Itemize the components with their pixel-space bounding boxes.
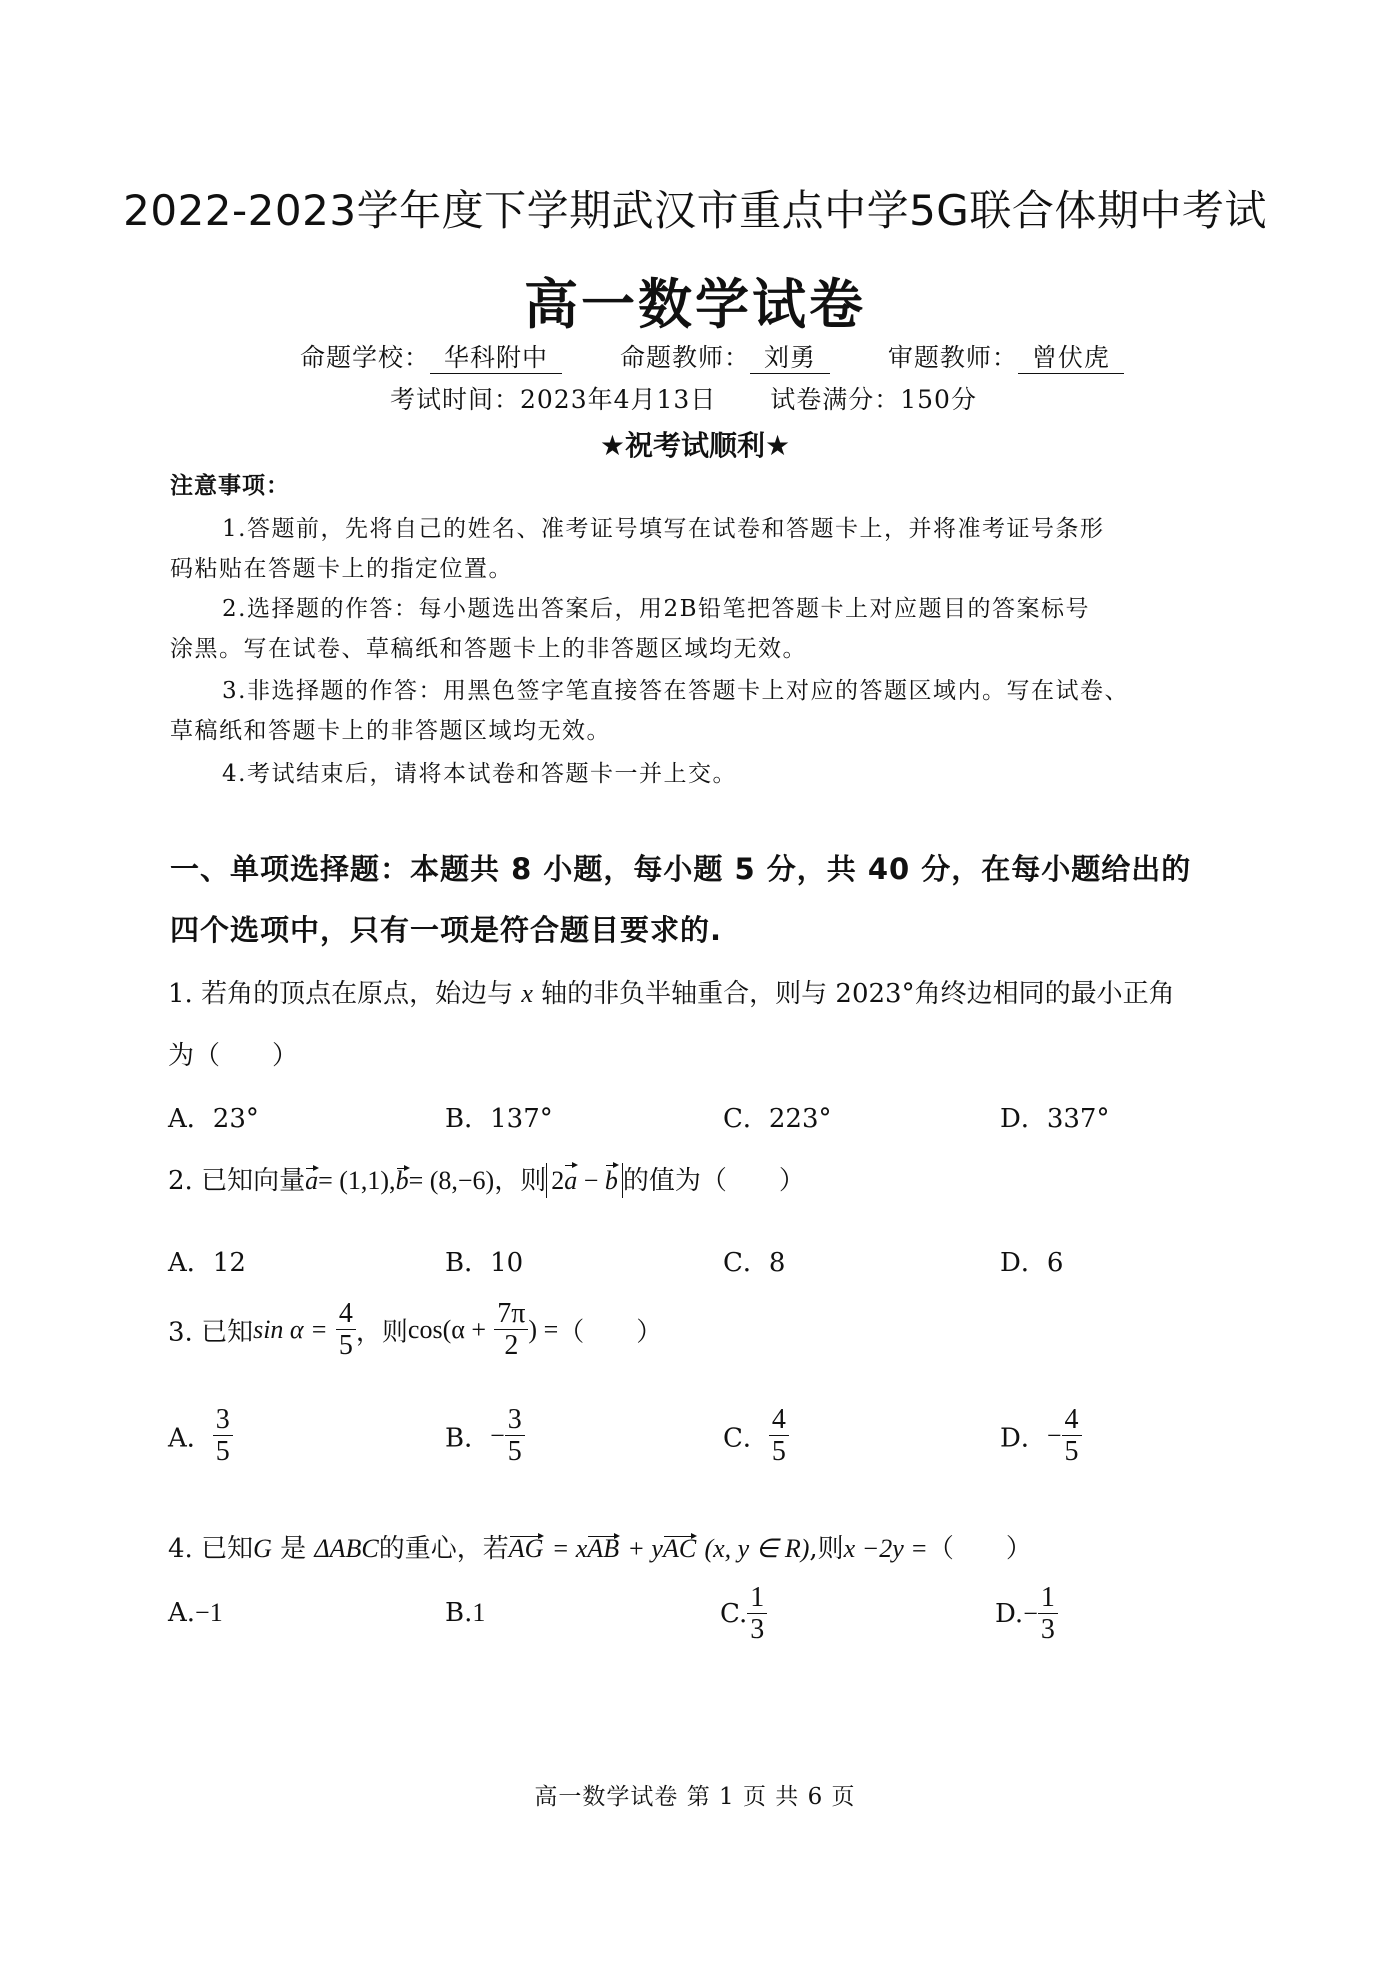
q1-option-c: C．223° [723, 1104, 832, 1134]
q4-text-a: 4. 已知 [168, 1534, 254, 1564]
q4-option-b-value: 1 [472, 1598, 486, 1627]
q4-vector-ag: AG [508, 1534, 544, 1563]
q3-cos-rhs: ) = [528, 1314, 559, 1344]
q3-option-b-num: 3 [505, 1404, 525, 1436]
notice-heading: 注意事项： [170, 473, 290, 499]
exam-time: 考试时间：2023年4月13日 [390, 385, 717, 414]
q4-option-a [168, 1598, 223, 1628]
reviewer-label: 审题教师： [887, 343, 1018, 372]
q3-cos-den: 2 [504, 1330, 519, 1362]
q2-abs-expression [546, 1163, 623, 1198]
notice-item-2-cont: 涂黑。写在试卷、草稿纸和答题卡上的非答题区域均无效。 [170, 636, 807, 662]
paper-subtitle: 高一数学试卷 [524, 273, 866, 336]
q4-condition: (x, y ∈ R) [704, 1534, 810, 1563]
q4-expression: x −2y = [843, 1534, 928, 1563]
q3-option-d-sign: − [1046, 1420, 1062, 1450]
q3-text-b: ，则 [355, 1317, 408, 1348]
q3-sin-den: 5 [338, 1330, 353, 1362]
q3-option-b-sign: − [490, 1420, 505, 1450]
section-heading-line1: 一、单项选择题：本题共 8 小题，每小题 5 分，共 40 分，在每小题给出的 [170, 852, 1192, 886]
q4-option-c-fraction [747, 1582, 767, 1646]
q1-text-c: 为（ ） [168, 1041, 299, 1071]
q3-sin-lhs: sin α = [253, 1314, 328, 1344]
q2-vector-b: b [395, 1166, 409, 1195]
q3-cos-lhs: cos(α + [407, 1314, 487, 1344]
q4-option-d-num: 1 [1038, 1582, 1058, 1614]
author-name: 刘勇 [750, 344, 830, 374]
q4-option-c-num: 1 [747, 1582, 767, 1614]
q3-option-d [1000, 1404, 1082, 1468]
q3-text-a: 3. 已知 [168, 1317, 254, 1348]
q4-text-e: （ ） [927, 1534, 1032, 1564]
q4-option-d-sign: − [1023, 1598, 1038, 1628]
q3-option-c [723, 1404, 789, 1468]
q3-option-c-fraction [769, 1404, 789, 1468]
q3-option-d-num: 4 [1062, 1404, 1082, 1436]
q4-var-g: G [253, 1534, 272, 1563]
q2-eq-b: = (8,−6) [408, 1166, 495, 1195]
q4-text-c: 的重心，若 [378, 1534, 509, 1564]
q3-cos-num: 7π [494, 1298, 528, 1330]
q3-option-c-label: C． [723, 1423, 769, 1454]
q4-option-d-den: 3 [1040, 1614, 1055, 1646]
q4-option-c-den: 3 [750, 1614, 765, 1646]
q3-sin-num: 4 [336, 1298, 356, 1330]
q2-option-c: C．8 [723, 1248, 786, 1278]
q2-text-a: 2. 已知向量 [168, 1166, 306, 1196]
q2-abs-vector-b: b [605, 1163, 618, 1198]
q4-option-a-label: A. [168, 1598, 196, 1628]
q3-option-c-num: 4 [769, 1404, 789, 1436]
section-heading-line2: 四个选项中，只有一项是符合题目要求的. [170, 913, 723, 947]
question-1 [168, 973, 1175, 1010]
notice-item-2: 2.选择题的作答：每小题选出答案后，用2B铅笔把答题卡上对应题目的答案标号 [222, 596, 1090, 622]
q3-text-c: （ ） [558, 1317, 663, 1348]
q4-text-d: ,则 [809, 1534, 844, 1564]
q3-option-d-den: 5 [1064, 1436, 1079, 1468]
question-2 [168, 1160, 805, 1198]
q2-text-b: ，则 [494, 1166, 547, 1196]
q3-option-a-fraction [213, 1404, 233, 1468]
q2-vector-a: a [305, 1166, 319, 1195]
full-score: 试卷满分：150分 [770, 385, 977, 414]
school-label: 命题学校： [300, 343, 431, 372]
notice-item-1-cont: 码粘贴在答题卡上的指定位置。 [170, 556, 513, 582]
q3-sin-fraction [336, 1298, 356, 1362]
q4-option-d [995, 1582, 1058, 1646]
q3-option-a [168, 1404, 233, 1468]
q3-option-b-label: B． [445, 1423, 491, 1454]
q4-text-b: 是 [280, 1534, 307, 1564]
q3-option-b-fraction [505, 1404, 525, 1468]
q3-option-a-den: 5 [215, 1436, 230, 1468]
greeting: ★祝考试顺利★ [599, 429, 791, 462]
q1-text-b: 轴的非负半轴重合，则与 2023°角终边相同的最小正角 [541, 979, 1175, 1009]
exam-title: 2022-2023学年度下学期武汉市重点中学5G联合体期中考试 [123, 186, 1267, 235]
q1-option-b: B．137° [445, 1104, 553, 1134]
q2-abs-minus: − [577, 1166, 605, 1195]
q2-option-b: B．10 [445, 1248, 524, 1278]
exam-info-line [390, 380, 977, 416]
q4-option-b-label: B. [445, 1598, 473, 1628]
notice-item-3: 3.非选择题的作答：用黑色签字笔直接答在答题卡上对应的答题区域内。写在试卷、 [222, 678, 1129, 704]
q1-option-d: D．337° [1000, 1104, 1110, 1134]
q4-vector-ac: AC [662, 1534, 697, 1563]
notice-item-3-cont: 草稿纸和答题卡上的非答题区域均无效。 [170, 718, 611, 744]
author-label: 命题教师： [619, 343, 750, 372]
q4-option-b [445, 1598, 485, 1628]
q4-option-c [720, 1582, 767, 1646]
q3-option-a-label: A． [168, 1423, 213, 1454]
q2-abs-vector-a: a [564, 1163, 577, 1198]
q2-eq-a: = (1,1), [318, 1166, 396, 1195]
q4-option-d-label: D. [995, 1598, 1024, 1629]
q3-option-b [445, 1404, 525, 1468]
q4-option-c-label: C. [720, 1598, 748, 1629]
q2-abs-coef: 2 [551, 1166, 565, 1195]
q1-var-x: x [521, 979, 533, 1008]
q3-option-d-label: D． [1000, 1423, 1047, 1454]
q4-triangle: ΔABC [314, 1534, 379, 1563]
q4-eq1: = x [551, 1534, 588, 1563]
page-footer: 高一数学试卷 第 1 页 共 6 页 [534, 1784, 856, 1810]
q2-option-a: A．12 [168, 1248, 246, 1278]
q1-text-a: 1. 若角的顶点在原点，始边与 [168, 979, 514, 1009]
credits-line [300, 338, 1124, 374]
question-3 [168, 1298, 662, 1362]
school-name: 华科附中 [430, 344, 562, 374]
q2-option-d: D．6 [1000, 1248, 1064, 1278]
q3-option-a-num: 3 [213, 1404, 233, 1436]
question-4 [168, 1528, 1032, 1565]
q3-option-b-den: 5 [507, 1436, 522, 1468]
q4-vector-ab: AB [587, 1534, 620, 1563]
q2-text-c: 的值为（ ） [622, 1166, 805, 1196]
q1-option-a: A．23° [168, 1104, 259, 1134]
q3-option-d-fraction [1062, 1404, 1082, 1468]
q4-eq2: + y [627, 1534, 663, 1563]
notice-item-1: 1.答题前，先将自己的姓名、准考证号填写在试卷和答题卡上，并将准考证号条形 [222, 516, 1105, 542]
q3-cos-fraction [494, 1298, 528, 1362]
q4-option-d-fraction [1038, 1582, 1058, 1646]
reviewer-name: 曾伏虎 [1018, 344, 1124, 374]
q4-option-a-value: −1 [195, 1598, 223, 1627]
q3-option-c-den: 5 [771, 1436, 786, 1468]
notice-item-4: 4.考试结束后，请将本试卷和答题卡一并上交。 [222, 761, 737, 787]
